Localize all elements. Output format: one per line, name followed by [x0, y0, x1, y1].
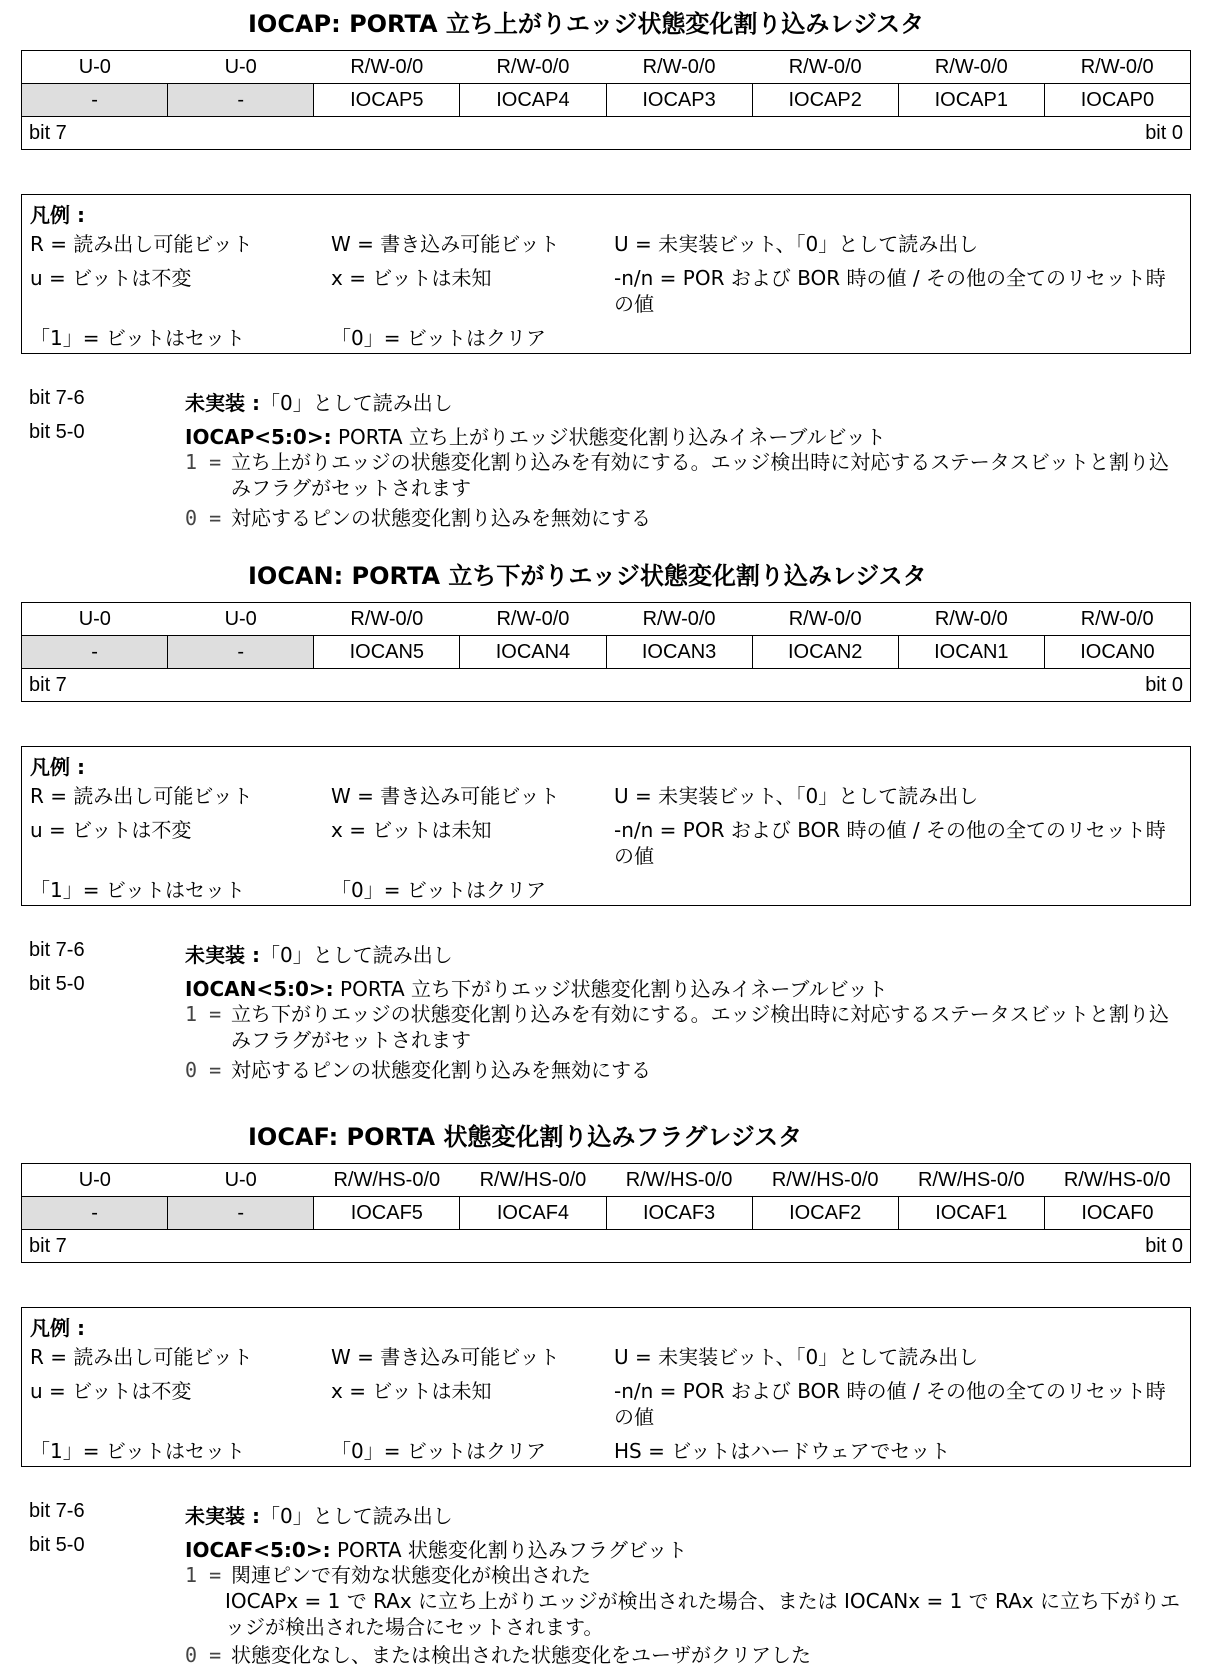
legend-reset-values: -n/n = POR および BOR 時の値 / その他の全てのリセット時の値	[614, 1379, 1166, 1429]
bit-name-row	[22, 84, 1191, 117]
bit-description-text: 「0」として読み出し	[259, 391, 453, 415]
legend-unchanged: u = ビットは不変	[30, 266, 192, 290]
legend-title: 凡例 :	[30, 755, 85, 779]
register-title: IOCAF: PORTA 状態変化割り込みフラグレジスタ	[248, 1123, 803, 1151]
bit-name: IOCAF4	[460, 1197, 606, 1230]
bit-attribute: R/W-0/0	[460, 51, 606, 84]
bit-name-row	[22, 636, 1191, 669]
legend-reset-values: -n/n = POR および BOR 時の値 / その他の全てのリセット時の値	[614, 818, 1166, 868]
bit-range-label: bit 5-0	[29, 973, 85, 995]
bit-range-label: bit 7-6	[29, 1500, 85, 1522]
bit-name: IOCAF0	[1044, 1197, 1190, 1230]
bit-name: IOCAF1	[898, 1197, 1044, 1230]
bit-attribute: R/W/HS-0/0	[898, 1164, 1044, 1197]
bit-attribute: R/W-0/0	[752, 51, 898, 84]
option-value: 1 =	[185, 450, 222, 474]
bit-name-unimplemented: -	[22, 636, 168, 669]
bit-name: IOCAN4	[460, 636, 606, 669]
bit-description-text: 「0」として読み出し	[259, 943, 453, 967]
bit-low-label: bit 0	[1145, 1234, 1183, 1257]
bit-name-unimplemented: -	[168, 1197, 314, 1230]
legend-hardware-set: HS = ビットはハードウェアでセット	[614, 1439, 951, 1463]
bit-name: IOCAN0	[1044, 636, 1190, 669]
bit-attribute: U-0	[168, 603, 314, 636]
register-title: IOCAP: PORTA 立ち上がりエッジ状態変化割り込みレジスタ	[248, 10, 925, 38]
bit-attribute: R/W/HS-0/0	[1044, 1164, 1190, 1197]
bit-name-unimplemented: -	[168, 636, 314, 669]
option-text: 立ち上がりエッジの状態変化割り込みを有効にする。エッジ検出時に対応するステータスビットと割り込みフラグがセットされます	[231, 450, 1169, 500]
bit-attribute: R/W-0/0	[314, 51, 460, 84]
legend-box	[21, 1307, 1191, 1467]
bit-description	[185, 973, 888, 1002]
bit-range-cell	[22, 669, 1191, 702]
bit-description	[185, 1534, 687, 1563]
legend-unimplemented: U = 未実装ビット、「0」として読み出し	[614, 232, 979, 256]
legend-bit-clear: 「0」= ビットはクリア	[331, 878, 547, 902]
bit-low-label: bit 0	[1145, 121, 1183, 144]
bit-attribute: R/W-0/0	[898, 51, 1044, 84]
bit-attribute: U-0	[22, 1164, 168, 1197]
bit-description-text: PORTA 状態変化割り込みフラグビット	[330, 1538, 688, 1562]
register-bit-table	[21, 50, 1191, 150]
bit-attribute: R/W/HS-0/0	[752, 1164, 898, 1197]
bit-name: IOCAN2	[752, 636, 898, 669]
legend-writable: W = 書き込み可能ビット	[331, 1345, 560, 1369]
legend-bit-set: 「1」= ビットはセット	[30, 1439, 246, 1463]
bit-attribute: U-0	[168, 51, 314, 84]
option-detail-text: IOCAPx = 1 で RAx に立ち上がりエッジが検出された場合、または IOCANx = 1 で RAx に立ち下がりエッジが検出された場合にセットされます。	[225, 1589, 1180, 1639]
bit-range-cell	[22, 1230, 1191, 1263]
bit-name: IOCAP2	[752, 84, 898, 117]
legend-bit-set: 「1」= ビットはセット	[30, 326, 246, 350]
legend-readable: R = 読み出し可能ビット	[30, 1345, 253, 1369]
legend-writable: W = 書き込み可能ビット	[331, 232, 560, 256]
legend-box	[21, 194, 1191, 354]
bit-name: IOCAF2	[752, 1197, 898, 1230]
bit-high-label: bit 7	[29, 121, 67, 144]
bit-attribute: R/W-0/0	[606, 51, 752, 84]
bit-description	[185, 1500, 453, 1529]
legend-unchanged: u = ビットは不変	[30, 818, 192, 842]
bit-attribute: R/W/HS-0/0	[606, 1164, 752, 1197]
bit-name: IOCAP5	[314, 84, 460, 117]
legend-unknown: x = ビットは未知	[331, 1379, 492, 1403]
bit-name: IOCAP3	[606, 84, 752, 117]
bit-description-bold: IOCAF<5:0>:	[185, 1538, 331, 1562]
bit-description-text: PORTA 立ち下がりエッジ状態変化割り込みイネーブルビット	[333, 977, 888, 1001]
legend-box	[21, 746, 1191, 906]
bit-name: IOCAF5	[314, 1197, 460, 1230]
bit-range-label: bit 7-6	[29, 387, 85, 409]
bit-attribute: R/W-0/0	[898, 603, 1044, 636]
bit-attribute: R/W-0/0	[752, 603, 898, 636]
bit-attribute: R/W-0/0	[1044, 603, 1190, 636]
option-text: 対応するピンの状態変化割り込みを無効にする	[231, 506, 651, 530]
bit-attribute: R/W-0/0	[606, 603, 752, 636]
option-value: 0 =	[185, 1643, 222, 1667]
bit-description-bold: IOCAP<5:0>:	[185, 425, 332, 449]
option-text: 状態変化なし、または検出された状態変化をユーザがクリアした	[231, 1643, 811, 1667]
register-bit-table	[21, 602, 1191, 702]
bit-description-bold: 未実装 :	[185, 943, 260, 967]
bit-description-text: PORTA 立ち上がりエッジ状態変化割り込みイネーブルビット	[331, 425, 886, 449]
bit-attribute: R/W/HS-0/0	[460, 1164, 606, 1197]
bit-attribute: U-0	[22, 51, 168, 84]
legend-readable: R = 読み出し可能ビット	[30, 784, 253, 808]
bit-name: IOCAF3	[606, 1197, 752, 1230]
register-title: IOCAN: PORTA 立ち下がりエッジ状態変化割り込みレジスタ	[248, 562, 927, 590]
option-value: 0 =	[185, 506, 222, 530]
legend-bit-clear: 「0」= ビットはクリア	[331, 326, 547, 350]
bit-low-label: bit 0	[1145, 673, 1183, 696]
legend-unknown: x = ビットは未知	[331, 266, 492, 290]
bit-description	[185, 939, 453, 968]
legend-unchanged: u = ビットは不変	[30, 1379, 192, 1403]
bit-high-label: bit 7	[29, 1234, 67, 1257]
bit-name: IOCAP4	[460, 84, 606, 117]
bit-name-unimplemented: -	[22, 1197, 168, 1230]
option-text: 関連ピンで有効な状態変化が検出された	[231, 1563, 591, 1587]
bit-range-label: bit 7-6	[29, 939, 85, 961]
bit-range-row	[22, 117, 1191, 150]
legend-unknown: x = ビットは未知	[331, 818, 492, 842]
bit-name: IOCAP1	[898, 84, 1044, 117]
bit-attribute: R/W-0/0	[1044, 51, 1190, 84]
bit-name: IOCAP0	[1044, 84, 1190, 117]
bit-range-row	[22, 1230, 1191, 1263]
legend-writable: W = 書き込み可能ビット	[331, 784, 560, 808]
bit-name: IOCAN1	[898, 636, 1044, 669]
bit-attribute: R/W-0/0	[314, 603, 460, 636]
legend-reset-values: -n/n = POR および BOR 時の値 / その他の全てのリセット時の値	[614, 266, 1166, 316]
bit-attribute: U-0	[168, 1164, 314, 1197]
bit-description-bold: 未実装 :	[185, 391, 260, 415]
bit-attribute-row	[22, 51, 1191, 84]
bit-attribute-row	[22, 603, 1191, 636]
bit-range-row	[22, 669, 1191, 702]
bit-name-row	[22, 1197, 1191, 1230]
legend-unimplemented: U = 未実装ビット、「0」として読み出し	[614, 1345, 979, 1369]
option-text: 立ち下がりエッジの状態変化割り込みを有効にする。エッジ検出時に対応するステータスビットと割り込みフラグがセットされます	[231, 1002, 1169, 1052]
bit-description-bold: 未実装 :	[185, 1504, 260, 1528]
legend-readable: R = 読み出し可能ビット	[30, 232, 253, 256]
bit-range-cell	[22, 117, 1191, 150]
bit-attribute: R/W-0/0	[460, 603, 606, 636]
bit-description-text: 「0」として読み出し	[259, 1504, 453, 1528]
legend-unimplemented: U = 未実装ビット、「0」として読み出し	[614, 784, 979, 808]
bit-name-unimplemented: -	[168, 84, 314, 117]
bit-attribute: R/W/HS-0/0	[314, 1164, 460, 1197]
bit-description	[185, 387, 453, 416]
bit-attribute: U-0	[22, 603, 168, 636]
option-value: 1 =	[185, 1002, 222, 1026]
bit-high-label: bit 7	[29, 673, 67, 696]
bit-name: IOCAN3	[606, 636, 752, 669]
option-text: 対応するピンの状態変化割り込みを無効にする	[231, 1058, 651, 1082]
bit-attribute-row	[22, 1164, 1191, 1197]
legend-title: 凡例 :	[30, 203, 85, 227]
option-value: 1 =	[185, 1563, 222, 1587]
bit-name: IOCAN5	[314, 636, 460, 669]
bit-description	[185, 421, 886, 450]
bit-description-bold: IOCAN<5:0>:	[185, 977, 334, 1001]
legend-bit-clear: 「0」= ビットはクリア	[331, 1439, 547, 1463]
register-bit-table	[21, 1163, 1191, 1263]
bit-option-1-detail	[225, 1588, 1185, 1640]
bit-name-unimplemented: -	[22, 84, 168, 117]
bit-range-label: bit 5-0	[29, 421, 85, 443]
bit-range-label: bit 5-0	[29, 1534, 85, 1556]
legend-bit-set: 「1」= ビットはセット	[30, 878, 246, 902]
option-value: 0 =	[185, 1058, 222, 1082]
legend-title: 凡例 :	[30, 1316, 85, 1340]
